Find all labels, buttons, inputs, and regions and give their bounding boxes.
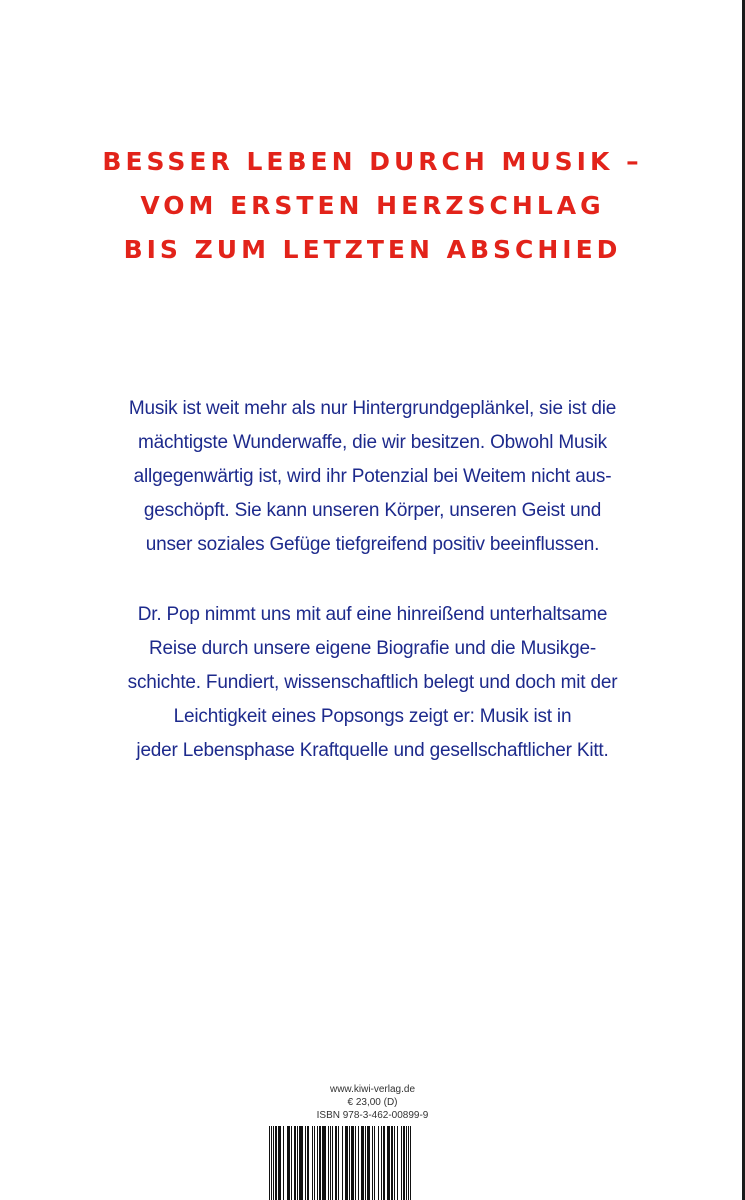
barcode-bar — [410, 1126, 411, 1200]
blurb-paragraph-2 — [0, 598, 745, 768]
blurb-line: Reise durch unsere eigene Biografie und die Musikge- — [149, 638, 596, 659]
blurb-line: allgegenwärtig ist, wird ihr Potenzial bei Weitem nicht aus- — [133, 466, 612, 487]
blurb-line: Leichtigkeit eines Popsongs zeigt er: Musik ist in — [173, 706, 572, 727]
blurb-line: Musik ist weit mehr als nur Hintergrundgeplänkel, sie ist die — [128, 398, 617, 419]
publisher-website: www.kiwi-verlag.de — [329, 1084, 416, 1095]
blurb-line: Dr. Pop nimmt uns mit auf eine hinreißend unterhaltsame — [137, 604, 608, 625]
headline-line-2: VOM ERSTEN HERZSCHLAG — [140, 191, 605, 220]
blurb-line: unser soziales Gefüge tiefgreifend positiv beeinflussen. — [145, 534, 600, 555]
blurb-paragraph-1 — [0, 392, 745, 562]
headline — [0, 140, 745, 272]
blurb-line: jeder Lebensphase Kraftquelle und gesellschaftlicher Kitt. — [136, 740, 609, 761]
blurb-line: schichte. Fundiert, wissenschaftlich belegt und doch mit der — [127, 672, 618, 693]
imprint — [0, 1083, 745, 1122]
headline-line-3: BIS ZUM LETZTEN ABSCHIED — [123, 235, 622, 264]
isbn-label: ISBN 978-3-462-00899-9 — [316, 1110, 429, 1121]
blurb-line: geschöpft. Sie kann unseren Körper, unseren Geist und — [143, 500, 602, 521]
price-label: € 23,00 (D) — [347, 1097, 398, 1108]
headline-line-1: BESSER LEBEN DURCH MUSIK – — [102, 147, 643, 176]
ean-barcode-icon — [269, 1126, 475, 1200]
blurb-line: mächtigste Wunderwaffe, die wir besitzen. Obwohl Musik — [138, 432, 607, 453]
